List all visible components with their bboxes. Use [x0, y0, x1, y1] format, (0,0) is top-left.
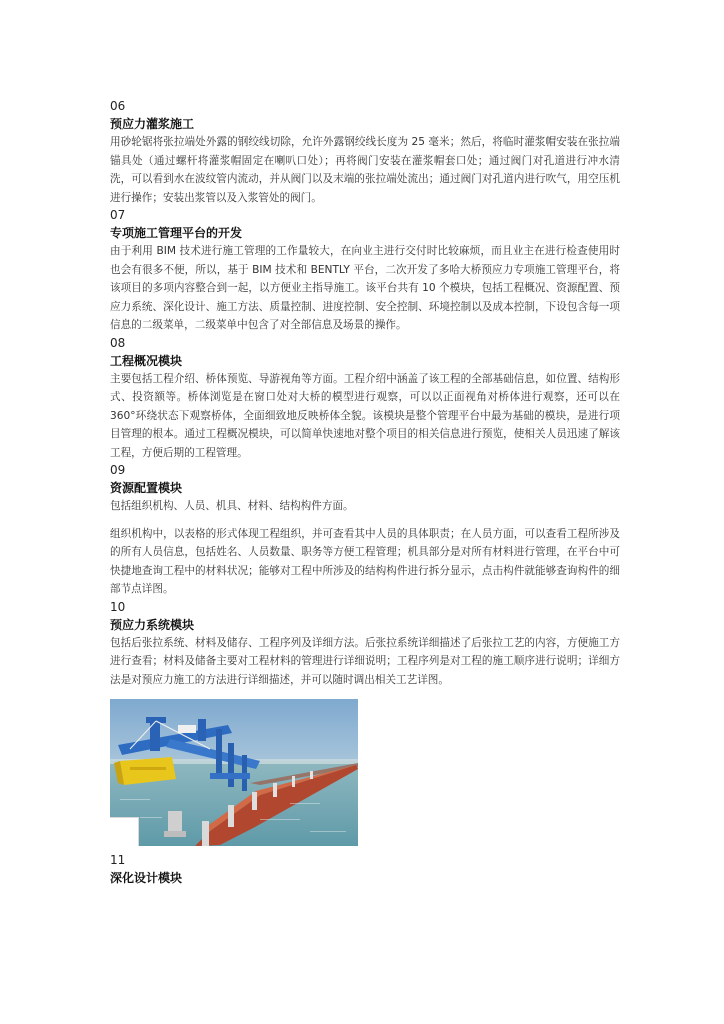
section-09	[110, 462, 620, 599]
section-11	[110, 852, 620, 887]
section-paragraph: 用砂轮锯将张拉端处外露的钢绞线切除，允许外露钢绞线长度为 25 毫米；然后，将临时灌浆帽安装在张拉端锚具处（通过螺杆将灌浆帽固定在喇叭口处）；再将阀门安装在灌浆帽套口处；通过阀门对孔道进行冲水清洗，可以看到水在波纹管内流动，并从阀门以及末端的张拉端处流出；通过阀门对孔道内进行吹气，用空压机进行操作；安装出浆管以及入浆管处的阀门。	[110, 136, 620, 204]
section-10	[110, 599, 620, 690]
section-title: 预应力系统模块	[110, 617, 195, 632]
section-title: 工程概况模块	[110, 353, 183, 368]
section-number: 08	[110, 335, 126, 350]
section-08	[110, 335, 620, 463]
section-number: 09	[110, 463, 126, 477]
section-number: 07	[110, 208, 126, 222]
section-07	[110, 207, 620, 335]
image-corner-overlay	[110, 817, 139, 846]
bridge-crane-photo-icon	[110, 699, 358, 846]
section-number: 06	[110, 99, 126, 113]
section-paragraph: 主要包括工程介绍、桥体预览、导游视角等方面。工程介绍中涵盖了该工程的全部基础信息，如位置、结构形式、投资额等。桥体浏览是在窗口处对大桥的模型进行观察，可以以正面视角对桥体进行观察，还可以在 360°环绕状态下观察桥体，全面细致地反映桥体全貌。该模块是整个管理平台中最为基础的模块，是进行项目管理的根本。通过工程概况模块，可以简单快速地对整个项目的相关信息进行预览，使相关人员迅速了解该工程，方便后期的工程管理。	[110, 372, 620, 459]
section-06	[110, 98, 620, 207]
section-title: 预应力灌浆施工	[110, 117, 195, 131]
section-paragraph: 包括组织机构、人员、机具、材料、结构构件方面。	[110, 500, 354, 512]
bridge-construction-photo	[110, 699, 358, 846]
section-paragraph: 包括后张拉系统、材料及储存、工程序列及详细方法。后张拉系统详细描述了后张拉工艺的内容，方便施工方进行查看；材料及储备主要对工程材料的管理进行详细说明；工程序列是对工程的施工顺序进行说明；详细方法是对预应力施工的方法进行详细描述，并可以随时调出相关工艺详图。	[110, 636, 620, 686]
section-title: 资源配置模块	[110, 481, 183, 495]
section-number: 10	[110, 599, 126, 614]
article-body	[110, 98, 620, 887]
section-paragraph: 组织机构中，以表格的形式体现工程组织，并可查看其中人员的具体职责；在人员方面，可以查看工程所涉及的所有人员信息，包括姓名、人员数量、职务等方便工程管理；机具部分是对所有材料进行管理，在平台中可快捷地查询工程中的材料状况；能够对工程中所涉及的结构构件进行拆分显示，点击构件就能够查询构件的细部节点详图。	[110, 527, 620, 595]
section-paragraph: 由于利用 BIM 技术进行施工管理的工作量较大，在向业主进行交付时比较麻烦，而且业主在进行检查使用时也会有很多不便，所以，基于 BIM 技术和 BENTLY 平台，二次开发了多哈大桥预应力专项施工管理平台，将该项目的多项内容整合到一起，以方便业主指导施工。该平台共有 10 个模块，包括工程概况、资源配置、预应力系统、深化设计、施工方法、质量控制、进度控制、安全控制、环境控制以及成本控制，下设包含每一项信息的二级菜单，二级菜单中包含了对全部信息及场景的操作。	[110, 245, 620, 331]
section-title: 专项施工管理平台的开发	[110, 226, 243, 240]
section-title: 深化设计模块	[110, 871, 183, 885]
section-number: 11	[110, 853, 126, 867]
